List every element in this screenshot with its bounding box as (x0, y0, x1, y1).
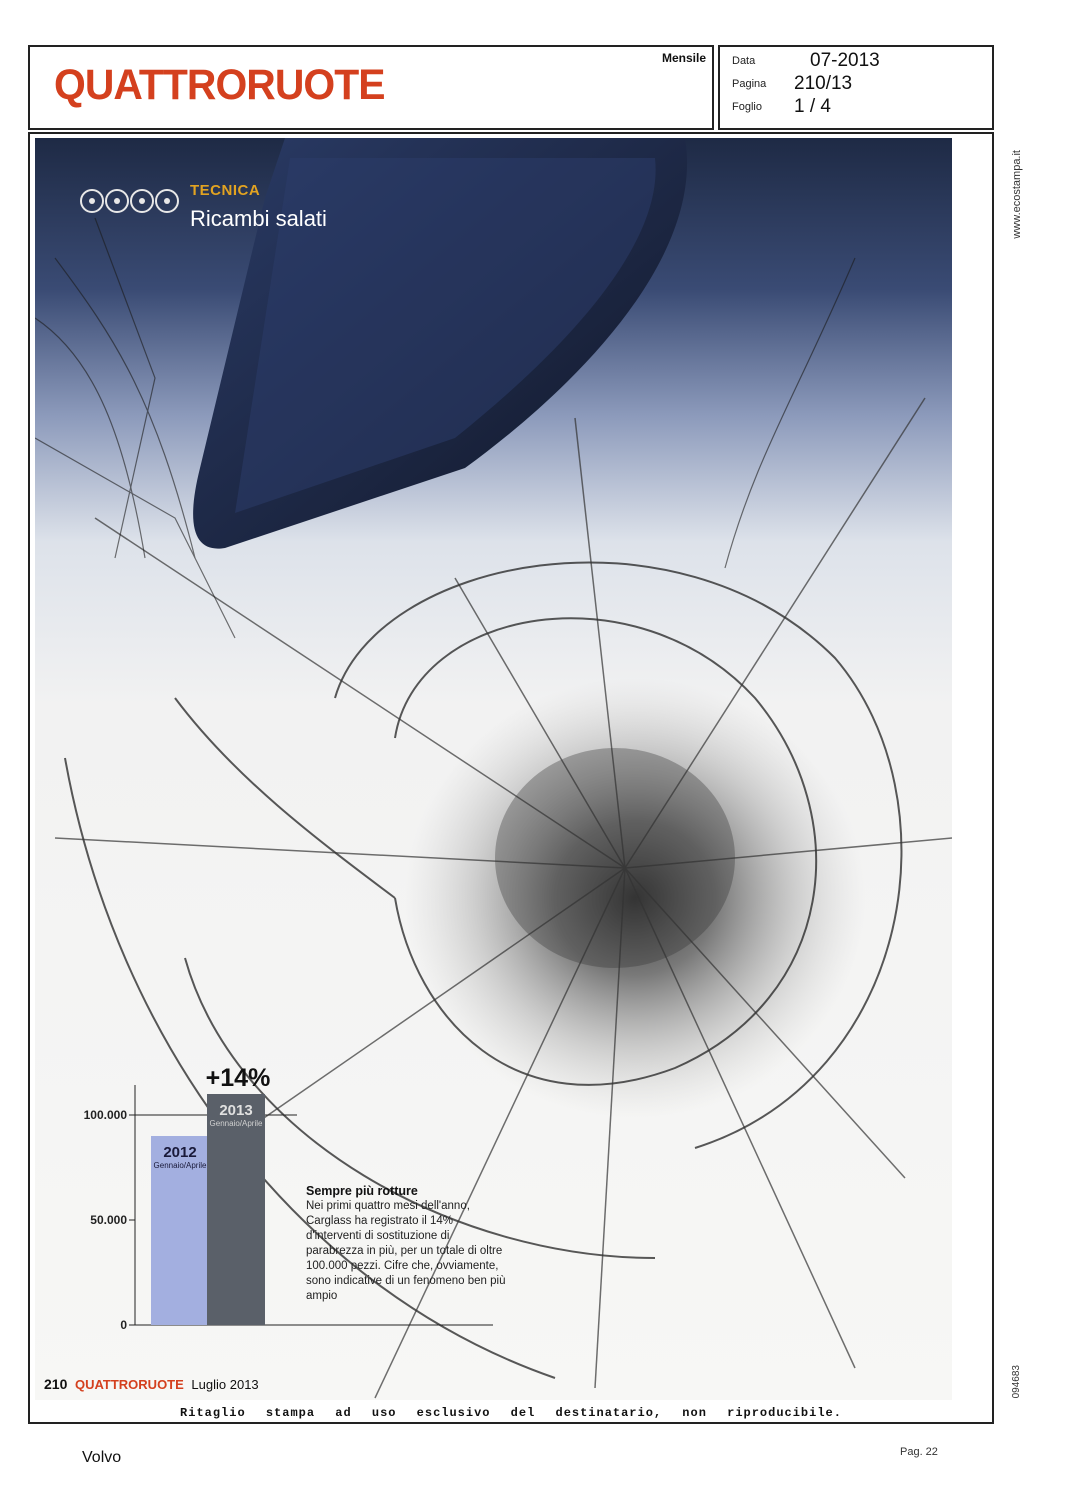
chart-caption (306, 1184, 506, 1304)
section-kicker: TECNICA (190, 182, 261, 199)
meta-sheet-label: Foglio (732, 101, 762, 113)
meta-page-label: Pagina (732, 78, 767, 90)
disclaimer-text: Ritaglio stampa ad uso esclusivo del destinatario, non riproducibile. (180, 1406, 842, 1420)
bar-label: 2013 (219, 1102, 253, 1119)
header-metadata (718, 45, 994, 130)
periodicity-label: Mensile (661, 51, 706, 65)
source-url: www.ecostampa.it (1011, 150, 1023, 239)
folio-magazine: QUATTRORUOTE (74, 1377, 184, 1392)
meta-date-label: Data (732, 55, 756, 67)
y-tick-label: 50.000 (90, 1213, 127, 1227)
y-tick-label: 100.000 (83, 1108, 127, 1122)
caption-title: Sempre più rotture (306, 1184, 418, 1198)
disclaimer-bar (28, 1404, 994, 1424)
section-title: Ricambi salati (190, 206, 327, 231)
client-name: Volvo (82, 1449, 122, 1466)
folio-issue: Luglio 2013 (191, 1377, 259, 1392)
bar-label: 2012 (163, 1144, 197, 1161)
meta-date-value: 07-2013 (810, 50, 880, 71)
clipping-code-vertical (1011, 1365, 1029, 1415)
header-masthead (28, 45, 714, 130)
source-url-vertical (1011, 150, 1029, 250)
caption-body: Nei primi quattro mesi dell'anno, Carglass ha registrato il 14% d'interventi di sostituzione di parabrezza in più, per un totale di oltre 100.000 pezzi. Cifre che, ovviamente, sono indicative di un fenomeno ben più ampio (306, 1200, 506, 1302)
page-folio (44, 1376, 259, 1392)
growth-annotation: +14% (205, 1064, 271, 1092)
bar-2013 (207, 1094, 265, 1325)
meta-page-value: 210/13 (794, 73, 853, 94)
wheels-icon (80, 186, 185, 216)
bar-sublabel: Gennaio/Aprile (153, 1161, 207, 1170)
page-number: Pag. 22 (900, 1446, 938, 1458)
clipping-code: 094683 (1011, 1365, 1022, 1399)
meta-sheet-value: 1 / 4 (794, 96, 831, 117)
y-tick-label: 0 (120, 1318, 127, 1332)
bar-sublabel: Gennaio/Aprile (209, 1119, 263, 1128)
magazine-logo: QUATTRORUOTE (54, 61, 385, 109)
folio-page-number: 210 (44, 1376, 68, 1392)
